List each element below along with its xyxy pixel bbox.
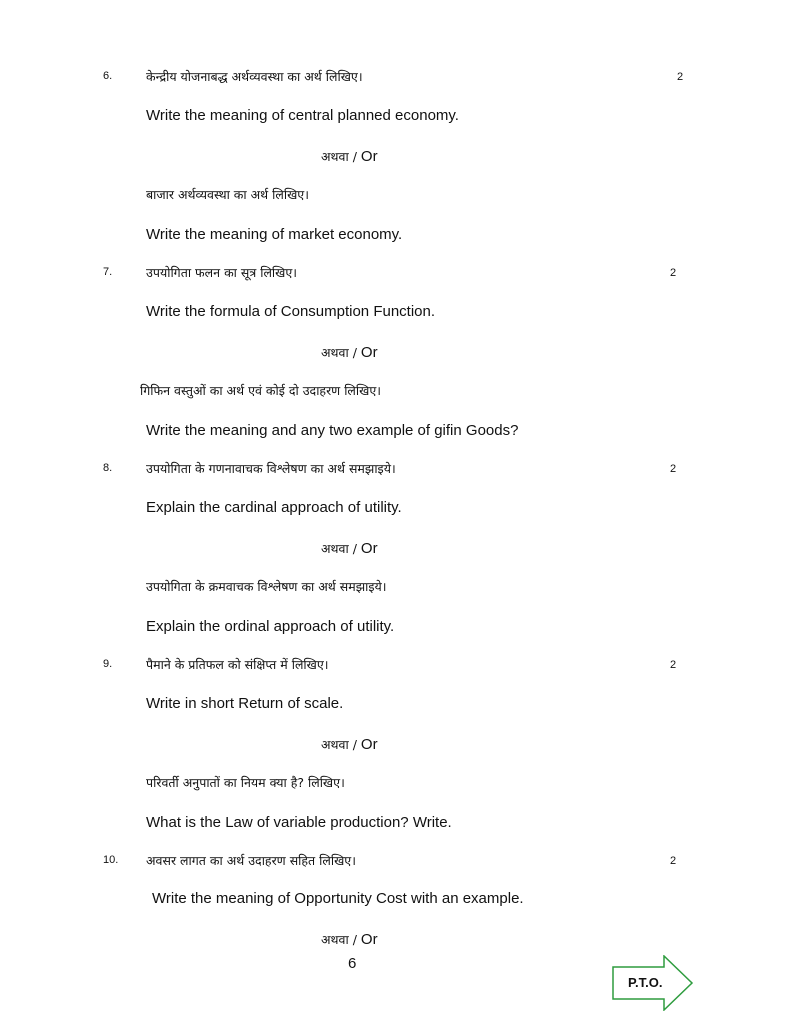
question-7-marks: 2 (670, 267, 677, 279)
question-8-or (321, 540, 378, 557)
question-9-marks: 2 (670, 659, 677, 671)
question-8-english: Explain the cardinal approach of utility. (146, 499, 402, 516)
question-6-or (321, 148, 378, 165)
or-hindi: अथवा (321, 737, 349, 752)
or-hindi: अथवा (321, 149, 349, 164)
or-english: Or (360, 931, 378, 948)
or-separator: / (348, 345, 361, 360)
question-8-alt-hindi: उपयोगिता के क्रमवाचक विश्लेषण का अर्थ समझाइये। (146, 579, 387, 594)
question-8-number: 8. (103, 462, 113, 474)
question-9-alt-english: What is the Law of variable production? Write. (146, 814, 452, 831)
pto-arrow (612, 955, 694, 1015)
or-separator: / (348, 932, 361, 947)
question-8-marks: 2 (670, 463, 677, 475)
question-6-alt-english: Write the meaning of market economy. (146, 226, 403, 243)
question-6-number: 6. (103, 70, 113, 82)
page-number: 6 (348, 955, 357, 972)
question-8-hindi: उपयोगिता के गणनावाचक विश्लेषण का अर्थ समझाइये। (146, 461, 396, 476)
pto-label: P.T.O. (628, 975, 663, 990)
question-10-english: Write the meaning of Opportunity Cost with an example. (152, 890, 524, 907)
question-7-or (321, 344, 378, 361)
question-10-number: 10. (103, 854, 119, 866)
or-separator: / (348, 149, 361, 164)
or-english: Or (360, 344, 378, 361)
question-7-english: Write the formula of Consumption Function. (146, 303, 436, 320)
question-8-alt-english: Explain the ordinal approach of utility. (146, 618, 395, 635)
or-separator: / (348, 737, 361, 752)
question-10-marks: 2 (670, 855, 677, 867)
question-7-alt-hindi: गिफिन वस्तुओं का अर्थ एवं कोई दो उदाहरण लिखिए। (140, 383, 382, 398)
question-7-hindi: उपयोगिता फलन का सूत्र लिखिए। (146, 265, 298, 280)
question-9-english: Write in short Return of scale. (146, 695, 344, 712)
question-9-or (321, 736, 378, 753)
question-6-hindi: केन्द्रीय योजनाबद्ध अर्थव्यवस्था का अर्थ लिखिए। (146, 69, 363, 84)
question-7-alt-english: Write the meaning and any two example of gifin Goods? (146, 422, 519, 439)
question-6-marks: 2 (677, 71, 684, 83)
or-english: Or (360, 148, 378, 165)
question-9-number: 9. (103, 658, 113, 670)
question-9-alt-hindi: परिवर्ती अनुपातों का नियम क्या है? लिखिए। (146, 775, 345, 790)
question-6-alt-hindi: बाजार अर्थव्यवस्था का अर्थ लिखिए। (146, 187, 309, 202)
or-english: Or (360, 736, 378, 753)
question-9-hindi: पैमाने के प्रतिफल को संक्षिप्त में लिखिए। (146, 657, 329, 672)
or-hindi: अथवा (321, 932, 349, 947)
or-english: Or (360, 540, 378, 557)
or-hindi: अथवा (321, 541, 349, 556)
question-7-number: 7. (103, 266, 113, 278)
question-10-hindi: अवसर लागत का अर्थ उदाहरण सहित लिखिए। (146, 853, 356, 868)
question-10-or (321, 931, 378, 948)
or-separator: / (348, 541, 361, 556)
question-6-english: Write the meaning of central planned economy. (146, 107, 459, 124)
or-hindi: अथवा (321, 345, 349, 360)
